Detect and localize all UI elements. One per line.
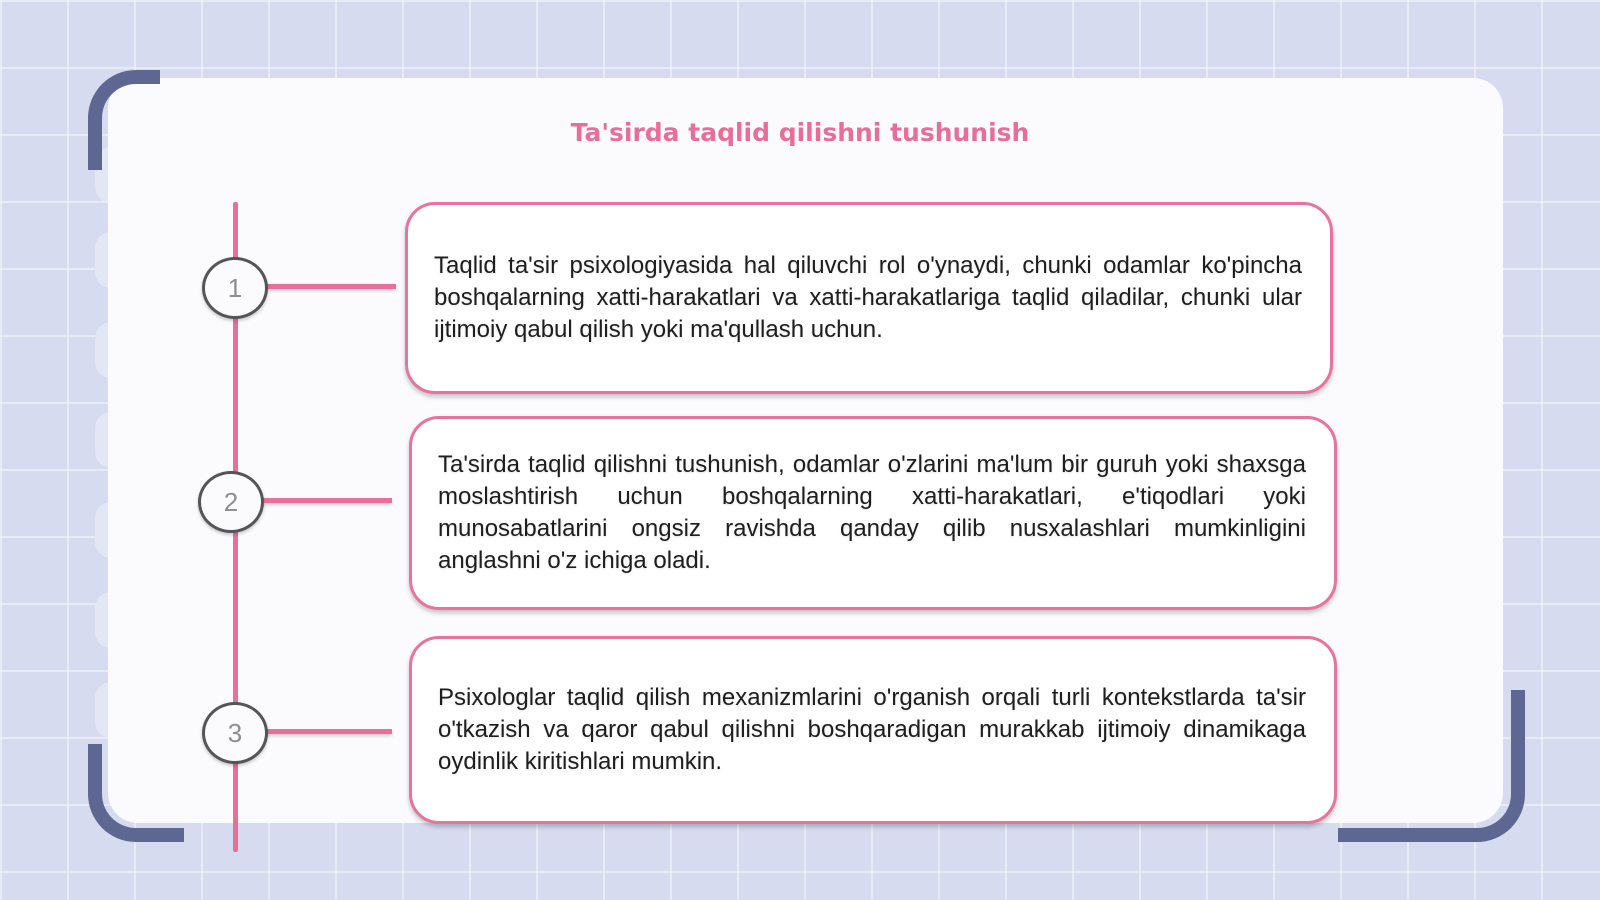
frame-corner-bottom-left [88,744,184,842]
step-text: Taqlid ta'sir psixologiyasida hal qiluvchi rol o'ynaydi, chunki odamlar ko'pincha boshqalarning xatti-harakatlari va xatti-harakatlariga taqlid qiladilar, chunki ular ijtimoiy qabul qilish yoki ma'qullash uchun. [434,252,1302,343]
step-text: Psixologlar taqlid qilish mexanizmlarini o'rganish orqali turli kontekstlarda ta'sir o'tkazish va qaror qabul qilishni boshqaradigan murakkab ijtimoiy dinamikaga oydinlik kiritishlari mumkin. [438,684,1306,775]
frame-corner-bottom-right [1338,690,1525,842]
slide-title: Ta'sirda taqlid qilishni tushunish [570,118,1030,147]
step-card [409,416,1337,610]
connector-line [262,284,396,289]
step-text: Ta'sirda taqlid qilishni tushunish, odamlar o'zlarini ma'lum bir guruh yoki shaxsga moslashtirish uchun boshqalarning xatti-harakatlari, e'tiqodlari yoki munosabatlarini ongsiz ravishda qanday qilib nusxalashlari mumkinligini anglashni o'z ichiga oladi. [438,451,1306,574]
step-number-badge: 3 [202,702,268,764]
step-card [405,202,1333,394]
connector-line [258,498,392,503]
step-number-badge: 1 [202,257,268,319]
step-number-badge: 2 [198,471,264,533]
frame-corner-top-left [88,70,160,170]
step-card [409,636,1337,824]
connector-line [262,729,392,734]
